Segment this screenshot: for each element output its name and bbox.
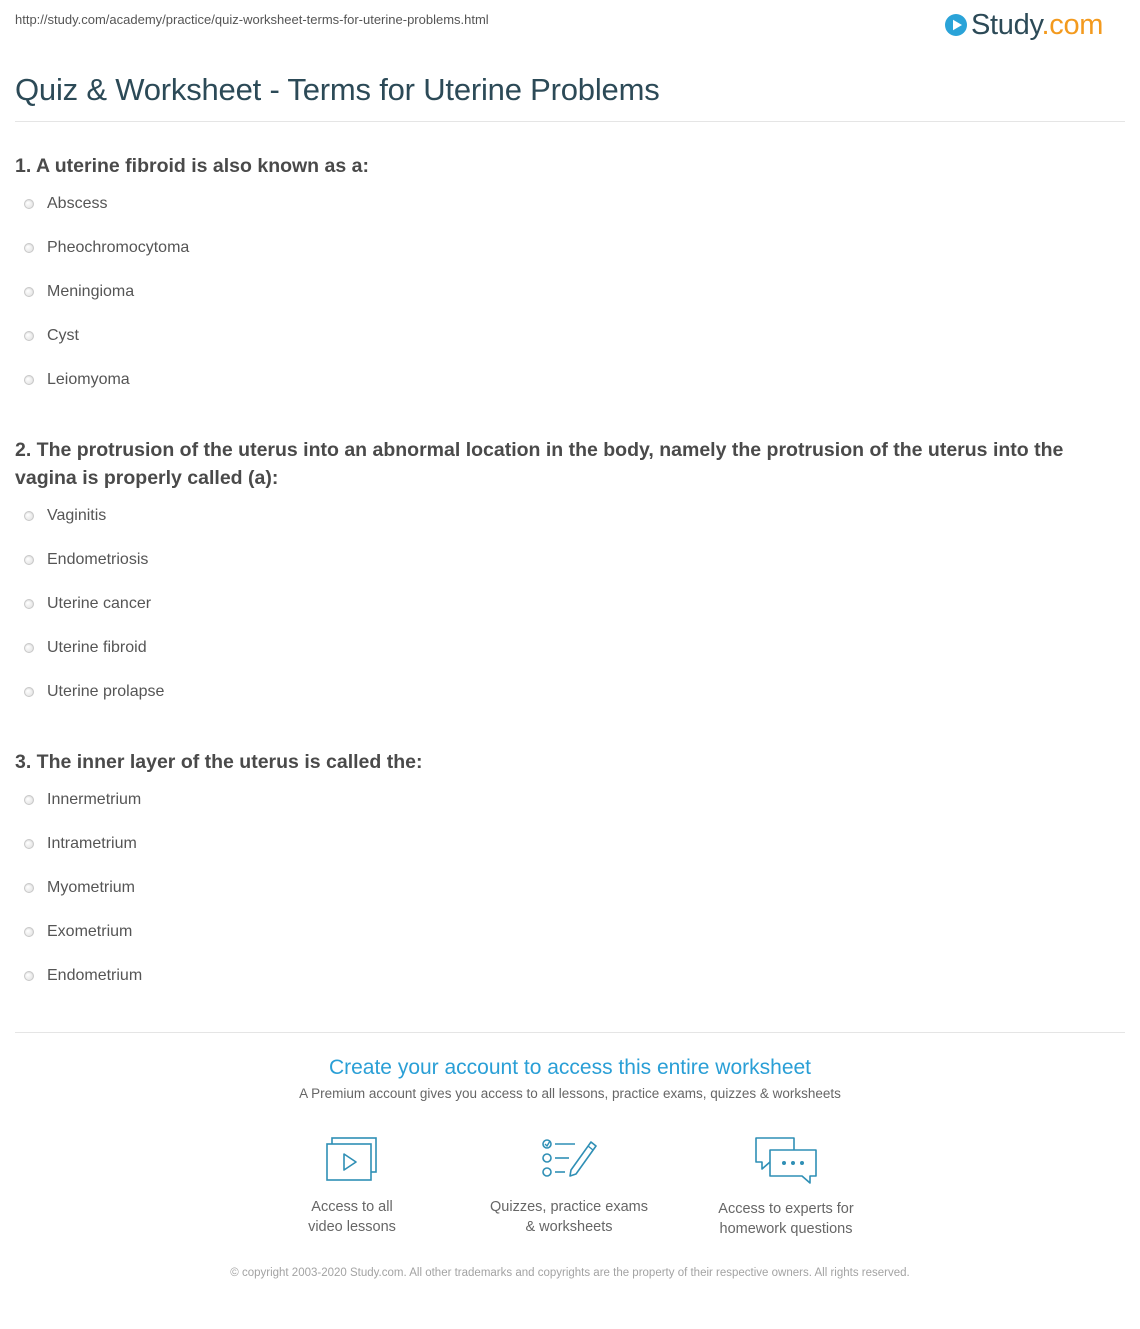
- quiz-checklist-icon: [541, 1136, 597, 1182]
- radio-button[interactable]: [24, 511, 34, 521]
- answer-option[interactable]: [15, 594, 1125, 638]
- radio-button[interactable]: [24, 243, 34, 253]
- option-label: Endometrium: [47, 967, 143, 984]
- radio-button[interactable]: [24, 331, 34, 341]
- radio-button[interactable]: [24, 927, 34, 937]
- option-label: Abscess: [47, 195, 108, 212]
- answer-option[interactable]: [15, 834, 1125, 878]
- study-logo[interactable]: [944, 8, 1103, 42]
- page-url: http://study.com/academy/practice/quiz-worksheet-terms-for-uterine-problems.html: [15, 12, 489, 27]
- chat-bubbles-icon: [754, 1136, 818, 1184]
- option-label: Pheochromocytoma: [47, 239, 190, 256]
- section-divider: [15, 1032, 1125, 1033]
- option-label: Uterine fibroid: [47, 639, 147, 656]
- radio-button[interactable]: [24, 199, 34, 209]
- answer-option[interactable]: [15, 506, 1125, 550]
- option-label: Uterine prolapse: [47, 683, 165, 700]
- answer-option[interactable]: [15, 878, 1125, 922]
- answer-option[interactable]: [15, 282, 1125, 326]
- feature-label: Access to experts for homework questions: [718, 1201, 854, 1237]
- option-label: Innermetrium: [47, 791, 142, 808]
- answer-option[interactable]: [15, 370, 1125, 414]
- radio-button[interactable]: [24, 839, 34, 849]
- option-label: Meningioma: [47, 283, 135, 300]
- feature-label: Access to all video lessons: [308, 1199, 396, 1235]
- answer-option[interactable]: [15, 966, 1125, 1010]
- option-label: Cyst: [47, 327, 79, 344]
- radio-button[interactable]: [24, 643, 34, 653]
- video-lessons-icon: [326, 1136, 378, 1182]
- option-label: Uterine cancer: [47, 595, 152, 612]
- answer-option[interactable]: [15, 550, 1125, 594]
- feature-experts: [686, 1136, 886, 1239]
- page-title: Quiz & Worksheet - Terms for Uterine Problems: [15, 72, 660, 107]
- play-logo-icon: [944, 13, 968, 37]
- question-1: [15, 152, 1125, 414]
- radio-button[interactable]: [24, 555, 34, 565]
- answer-option[interactable]: [15, 238, 1125, 282]
- answer-option[interactable]: [15, 326, 1125, 370]
- radio-button[interactable]: [24, 883, 34, 893]
- logo-wordmark: Study.com: [971, 9, 1104, 41]
- option-label: Vaginitis: [47, 507, 107, 524]
- answer-option[interactable]: [15, 682, 1125, 726]
- title-divider: [15, 121, 1125, 122]
- radio-button[interactable]: [24, 375, 34, 385]
- create-account-link[interactable]: Create your account to access this entire worksheet: [328, 1056, 812, 1079]
- answer-option[interactable]: [15, 194, 1125, 238]
- question-2: [15, 436, 1125, 726]
- question-text: 3. The inner layer of the uterus is called the:: [15, 751, 423, 773]
- option-label: Intrametrium: [47, 835, 137, 852]
- answer-options: [15, 194, 1125, 414]
- answer-option[interactable]: [15, 638, 1125, 682]
- radio-button[interactable]: [24, 795, 34, 805]
- radio-button[interactable]: [24, 971, 34, 981]
- premium-description: A Premium account gives you access to all lessons, practice exams, quizzes & worksheets: [299, 1086, 841, 1101]
- answer-option[interactable]: [15, 790, 1125, 834]
- feature-label: Quizzes, practice exams & worksheets: [490, 1199, 648, 1235]
- answer-options: [15, 790, 1125, 1010]
- answer-option[interactable]: [15, 922, 1125, 966]
- radio-button[interactable]: [24, 687, 34, 697]
- radio-button[interactable]: [24, 287, 34, 297]
- answer-options: [15, 506, 1125, 726]
- radio-button[interactable]: [24, 599, 34, 609]
- question-3: [15, 748, 1125, 1010]
- feature-quizzes: [469, 1136, 669, 1237]
- option-label: Endometriosis: [47, 551, 149, 568]
- question-text: 1. A uterine fibroid is also known as a:: [15, 155, 369, 177]
- copyright-notice: © copyright 2003-2020 Study.com. All other trademarks and copyrights are the property of their respective owners. All rights reserved.: [230, 1267, 910, 1279]
- option-label: Myometrium: [47, 879, 136, 896]
- signup-prompt: [15, 1056, 1125, 1101]
- option-label: Exometrium: [47, 923, 133, 940]
- question-text: 2. The protrusion of the uterus into an abnormal location in the body, namely the protrusion of the uterus into the vagina is properly called (a):: [15, 439, 1064, 489]
- feature-video-lessons: [252, 1136, 452, 1237]
- option-label: Leiomyoma: [47, 371, 130, 388]
